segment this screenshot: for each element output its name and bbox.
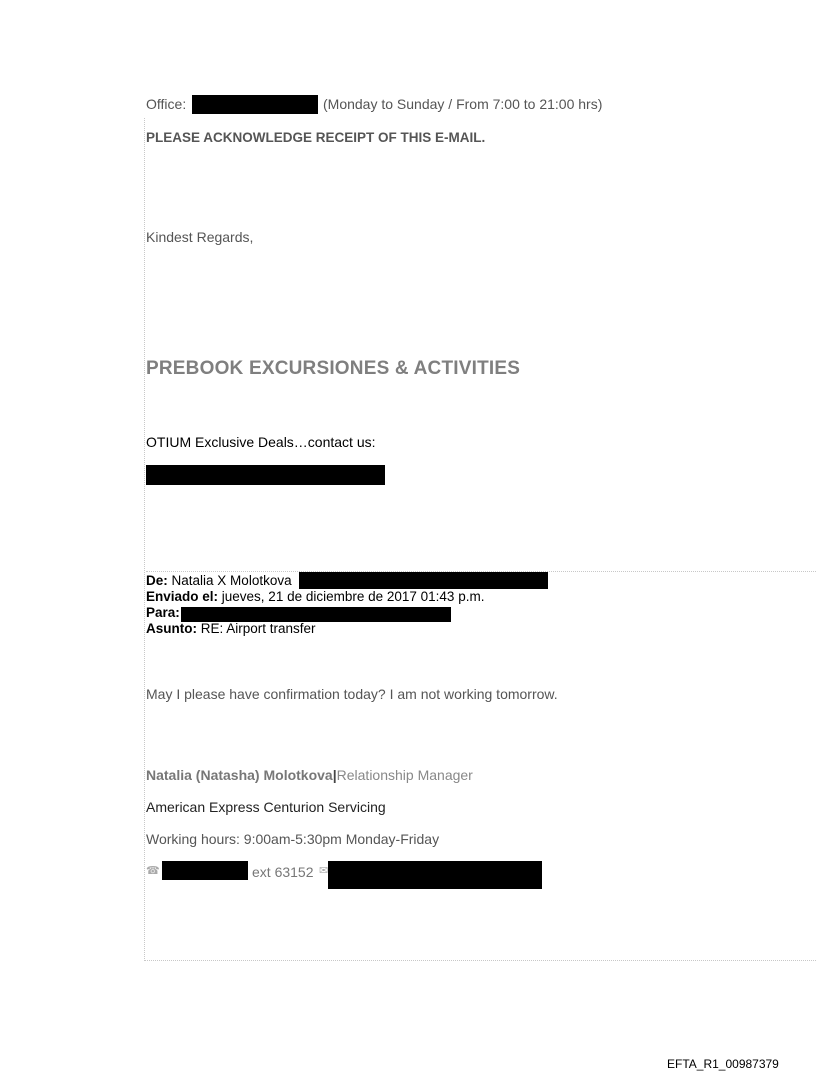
acknowledge-notice: PLEASE ACKNOWLEDGE RECEIPT OF THIS E-MAIL. bbox=[146, 130, 486, 145]
redaction-office-phone bbox=[192, 95, 318, 114]
sent-line bbox=[146, 589, 484, 604]
office-label: Office: bbox=[146, 96, 187, 112]
from-value: Natalia X Molotkova bbox=[171, 573, 292, 588]
from-line bbox=[146, 573, 292, 588]
sent-value: jueves, 21 de diciembre de 2017 01:43 p.m. bbox=[221, 589, 485, 604]
prebook-heading: PREBOOK EXCURSIONES & ACTIVITIES bbox=[146, 358, 521, 379]
to-label: Para: bbox=[146, 605, 180, 620]
signature-ext: ext 63152 bbox=[252, 864, 314, 880]
redaction-email bbox=[328, 861, 542, 889]
sent-label: Enviado el: bbox=[146, 589, 219, 604]
quote-border bbox=[144, 118, 145, 961]
redaction-from-email bbox=[299, 572, 548, 589]
phone-icon: ☎ bbox=[146, 865, 160, 877]
office-hours: (Monday to Sunday / From 7:00 to 21:00 hrs) bbox=[323, 96, 603, 112]
from-label: De: bbox=[146, 573, 168, 588]
redaction-to-email bbox=[181, 607, 451, 622]
signature-name: Natalia (Natasha) Molotkova bbox=[146, 767, 333, 783]
bottom-rule bbox=[144, 960, 816, 961]
signature-hours: Working hours: 9:00am-5:30pm Monday-Friday bbox=[146, 831, 440, 847]
body-message: May I please have confirmation today? I am not working tomorrow. bbox=[146, 686, 558, 702]
subject-line bbox=[146, 621, 316, 636]
signature-title: Relationship Manager bbox=[336, 767, 473, 783]
signature-name-line bbox=[146, 767, 473, 783]
subject-label: Asunto: bbox=[146, 621, 197, 636]
signature-company: American Express Centurion Servicing bbox=[146, 799, 386, 815]
document-id: EFTA_R1_00987379 bbox=[667, 1057, 779, 1071]
envelope-icon: ✉ bbox=[319, 865, 329, 877]
subject-value: RE: Airport transfer bbox=[200, 621, 316, 636]
redaction-phone bbox=[162, 861, 248, 880]
to-line bbox=[146, 605, 180, 620]
regards-text: Kindest Regards, bbox=[146, 229, 254, 245]
deals-line: OTIUM Exclusive Deals…contact us: bbox=[146, 434, 376, 450]
redaction-deals-contact bbox=[146, 465, 385, 485]
signature-separator: | bbox=[332, 767, 337, 783]
